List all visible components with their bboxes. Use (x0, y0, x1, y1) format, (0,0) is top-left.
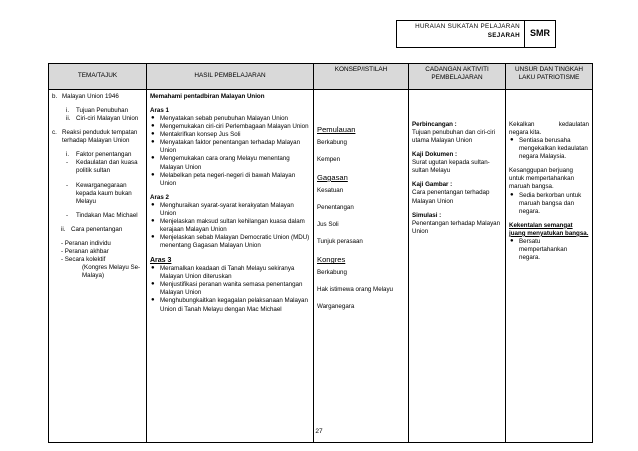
unsur-p3-title: Kekentalan semangat juang menyatukan bangsa. (509, 221, 589, 237)
unsur-p1-line: Kekalkan kedaulatan (509, 121, 589, 128)
aras1-item: ● Mengemukakan ciri-ciri Perlembagaan Malayan Union (151, 123, 309, 131)
tema-c-ii-dash2: - Peranan akhbar (61, 247, 109, 255)
aras1-title: Aras 1 (150, 107, 169, 115)
aras1-item: ● Mentakrifkan konsep Jus Soli (151, 131, 241, 139)
header-text (397, 21, 525, 47)
konsep-item: Berkabung (317, 138, 347, 146)
tema-c-dash1: - Kedaulatan dan kuasa politik sultan (66, 159, 138, 175)
aras1-item: ● Melabelkan peta negeri-negeri di bawah Malayan Union (151, 171, 296, 187)
tema-b: b. Malayan Union 1946 (52, 93, 119, 100)
aras2-item: ● Menghuraikan syarat-syarat kerakyatan Malayan Union (151, 201, 294, 217)
aras3-item: ● Menjustifikasi peranan wanita semasa penentangan Malayan Union (151, 281, 303, 297)
aras1-item: ● Mengemukakan cara orang Melayu menentang Malayan Union (151, 155, 290, 171)
cell-hasil (147, 90, 314, 443)
unsur-item: ● Sedia berkorban untuk maruah bangsa dan negara. (510, 191, 582, 215)
header-unsur: UNSUR DAN TINGKAH LAKU PATRIOTISME (506, 64, 593, 90)
aras3-title: Aras 3 (150, 257, 172, 265)
cadangan-simulasi-text: Penentangan terhadap Malayan Union (412, 219, 501, 235)
tema-b-ii: ii. Ciri-ciri Malayan Union (66, 115, 139, 123)
unsur-item: ● Bersatu mempertahankan negara. (510, 237, 568, 261)
hasil-heading: Memahami pentadbiran Malayan Union (150, 93, 265, 100)
tema-c-dash3: - Tindakan Mac Michael (66, 211, 138, 219)
tema-c: c. Reaksi penduduk tempatan terhadap Malayan Union (52, 129, 138, 145)
konsep-head-gagasan: Gagasan (317, 172, 348, 182)
cell-konsep (314, 90, 409, 443)
header-hasil: HASIL PEMBELAJARAN (147, 64, 314, 90)
page-number: 27 (315, 428, 323, 435)
unsur-p2-text: Kesanggupan berjuang untuk mempertahankan maruah bangsa. (509, 167, 575, 191)
header-tema: TEMA/TAJUK (49, 64, 147, 90)
cadangan-kaji-gambar-title: Kaji Gambar : (412, 181, 453, 189)
konsep-item: Penentangan (317, 203, 354, 211)
konsep-head-pemulauan: Pemulauan (317, 125, 356, 134)
konsep-item: Berkabung (317, 268, 347, 276)
konsep-item: Hak istimewa orang Melayu (317, 286, 393, 294)
tema-c-ii-dash3: - Secara kolektif (61, 255, 106, 263)
aras1-item: ● Menyatakan sebab penubuhan Malayan Union (151, 115, 288, 123)
konsep-item: Kesatuan (317, 186, 344, 194)
table-row (49, 90, 593, 443)
header-badge: SMR (525, 21, 555, 47)
aras2-title: Aras 2 (150, 193, 169, 201)
header-cadangan: CADANGAN AKTIVITI PEMBELAJARAN (409, 64, 506, 90)
aras3-item: ● Meramalkan keadaan di Tanah Melayu sekiranya Malayan Union diteruskan (151, 265, 295, 281)
header-line1: HURAIAN SUKATAN PELAJARAN (415, 23, 520, 30)
unsur-item: ● Sentiasa berusaha mengekalkan kedaulatan negara Malaysia. (510, 137, 588, 161)
cell-tema (49, 90, 147, 443)
konsep-item: Tunjuk perasaan (317, 238, 363, 246)
cadangan-perbincangan-title: Perbincangan : (412, 121, 457, 128)
cadangan-simulasi-title: Simulasi : (412, 211, 442, 219)
aras2-item: ● Menjelaskan maksud sultan kehilangan kuasa dalam kerajaan Malayan Union (151, 217, 305, 233)
tema-c-i: i. Faktor penentangan (66, 151, 132, 159)
unsur-p1-line2: negara kita. (509, 129, 542, 137)
konsep-item: Warganegara (317, 303, 355, 311)
tema-c-ii: ii. Cara penentangan (61, 225, 123, 233)
konsep-item: Kempen (317, 155, 341, 163)
syllabus-table (48, 63, 593, 443)
cadangan-perbincangan-text: Tujuan penubuhan dan ciri-ciri utama Malayan Union (412, 129, 496, 145)
cadangan-kaji-dokumen-text: Surat ugutan kepada sultan-sultan Melayu (412, 159, 490, 175)
tema-c-ii-dash1: - Peranan individu (61, 239, 111, 247)
tema-b-i: i. Tujuan Penubuhan (66, 107, 129, 115)
cadangan-kaji-gambar-text: Cara penentangan terhadap Malayan Union (412, 189, 490, 205)
konsep-item: Jus Soli (317, 220, 339, 228)
tema-c-dash2: - Kewarganegaraan kepada kaum bukan Melayu (66, 181, 132, 205)
konsep-head-kongres: Kongres (317, 255, 346, 265)
cell-unsur (506, 90, 593, 443)
header-konsep: KONSEP/ISTILAH (314, 64, 409, 90)
header-line2: SEJARAH (487, 31, 520, 39)
aras1-item: ● Menyatakan faktor penentangan terhadap Malayan Union (151, 139, 301, 155)
cell-cadangan (409, 90, 506, 443)
aras3-item: ● Menghubungkaitkan kegagalan pelaksanaan Malayan Union di Tanah Melayu dengan Mac Michael (151, 297, 308, 313)
tema-c-ii-dash3-sub: (Kongres Melayu Se-Malaya) (82, 264, 141, 280)
cadangan-kaji-dokumen-title: Kaji Dokumen : (412, 151, 458, 159)
table-header-row (49, 64, 593, 90)
aras2-item: ● Menjelaskan sebab Malayan Democratic Union (MDU) menentang Gagasan Malayan Union (151, 234, 310, 250)
header-box (396, 20, 556, 48)
